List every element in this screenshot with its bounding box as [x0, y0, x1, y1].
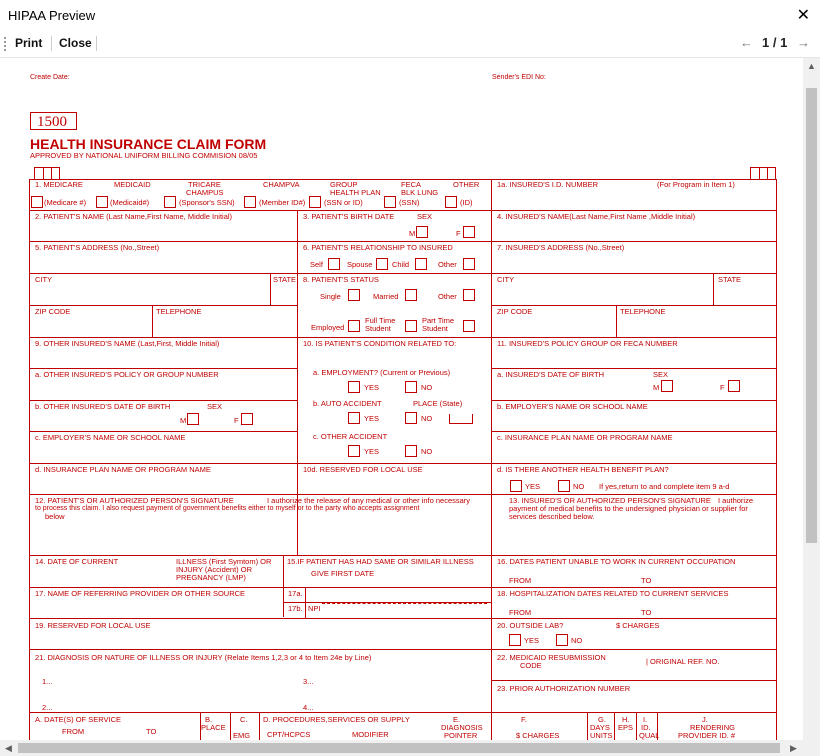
patient-telephone-label: TELEPHONE: [156, 307, 202, 316]
form-grid-line: [616, 305, 617, 337]
item2-label: 2. PATIENT'S NAME (Last Name,First Name, Middle Initial): [35, 212, 233, 221]
other-insured-sex-m-checkbox[interactable]: [187, 413, 199, 425]
medicaid-no: (Medicaid#): [110, 198, 150, 207]
ssn: (SSN): [399, 198, 420, 207]
item10b-label: b. AUTO ACCIDENT: [313, 399, 382, 408]
status-single: Single: [320, 292, 341, 301]
other-plan-yes-checkbox[interactable]: [510, 480, 522, 492]
relation-self-checkbox[interactable]: [328, 258, 340, 270]
relation-child: Child: [392, 260, 410, 269]
patient-zip-label: ZIP CODE: [35, 307, 71, 316]
item24j-label: J.: [702, 715, 708, 724]
item11d-note: If yes,return to and complete item 9 a-d: [599, 482, 730, 491]
form-grid-line: [491, 179, 492, 740]
form-grid-line: [43, 167, 44, 179]
relation-spouse-checkbox[interactable]: [376, 258, 388, 270]
form-grid-line: [29, 368, 297, 369]
header-mini-box: [750, 167, 776, 179]
form-grid-line: [29, 241, 777, 242]
medicare-no: (Medicare #): [44, 198, 87, 207]
place-state-field[interactable]: [449, 414, 473, 424]
form-grid-line: [636, 712, 637, 740]
item12-line1: I authorize the release of any medical or other info necessary: [267, 496, 471, 505]
item15-line2: GIVE FIRST DATE: [311, 569, 375, 578]
toolbar-divider: [51, 36, 52, 51]
other-accident-yes-checkbox[interactable]: [348, 445, 360, 457]
item24b-place: PLACE: [201, 723, 226, 732]
item10d-label: 10d. RESERVED FOR LOCAL USE: [303, 465, 423, 474]
item24e-diagnosis: DIAGNOSIS: [441, 723, 483, 732]
other-plan-no: NO: [573, 482, 585, 491]
outside-lab-no-checkbox[interactable]: [556, 634, 568, 646]
horizontal-scrollbar[interactable]: [0, 740, 803, 756]
status-employed: Employed: [311, 323, 345, 332]
item24i-label: I.: [643, 715, 648, 724]
item9a-label: a. OTHER INSURED'S POLICY OR GROUP NUMBER: [35, 370, 219, 379]
member-id: (Member ID#): [259, 198, 306, 207]
item24e-label: E.: [453, 715, 461, 724]
form-number-box: [30, 112, 77, 130]
form-grid-line: [297, 273, 491, 274]
item22-label: 22. MEDICAID RESUBMISSION: [497, 653, 606, 662]
outside-lab-no: NO: [571, 636, 583, 645]
item14-line1: ILLNESS (First Symtom) OR: [176, 557, 272, 566]
form-grid-line: [29, 431, 297, 432]
medicaid-checkbox[interactable]: [96, 196, 108, 208]
form-grid-line: [767, 167, 768, 179]
header-mini-box: [34, 167, 60, 179]
item1-group: GROUP: [330, 180, 358, 189]
form-grid-line: [29, 400, 297, 401]
other-plan-no-checkbox[interactable]: [558, 480, 570, 492]
item24f-label: F.: [521, 715, 527, 724]
item17-label: 17. NAME OF REFERRING PROVIDER OR OTHER SOURCE: [35, 589, 246, 598]
form-grid-line: [29, 555, 777, 556]
item1a-note: (For Program in Item 1): [657, 180, 735, 189]
item9d-label: d. INSURANCE PLAN NAME OR PROGRAM NAME: [35, 465, 211, 474]
item24j-rendering: RENDERING: [690, 723, 736, 732]
item9b-m: M: [180, 416, 187, 425]
other-checkbox[interactable]: [445, 196, 457, 208]
scroll-right-icon[interactable]: ▶: [790, 743, 797, 753]
status-other: Other: [438, 292, 457, 301]
scrollbar-corner: [803, 740, 820, 756]
item17a-label: 17a.: [288, 589, 303, 598]
item24a-to: TO: [146, 727, 157, 736]
form-grid-line: [614, 712, 615, 740]
item5-label: 5. PATIENT'S ADDRESS (No.,Street): [35, 243, 160, 252]
document-viewport[interactable]: [0, 58, 803, 740]
patient-sex-m-checkbox[interactable]: [416, 226, 428, 238]
toolbar: [0, 30, 820, 58]
item24d-modifier: MODIFIER: [352, 730, 389, 739]
status-part-time-student: Student: [422, 324, 448, 333]
item11d-label: d. IS THERE ANOTHER HEALTH BENEFIT PLAN?: [497, 465, 669, 474]
toolbar-divider: [96, 36, 97, 51]
item12-line2: to process this claim. I also request payment of government benefits either to myself or to the party who accepts assignment: [35, 505, 420, 512]
claim-form-page: [0, 58, 803, 740]
status-full-time-checkbox[interactable]: [405, 320, 417, 332]
id: (ID): [460, 198, 473, 207]
item23-label: 23. PRIOR AUTHORIZATION NUMBER: [497, 684, 631, 693]
item11a-label: a. INSURED'S DATE OF BIRTH: [497, 370, 605, 379]
item8-label: 8. PATIENT'S STATUS: [303, 275, 379, 284]
item24i-id: ID.: [641, 723, 651, 732]
form-grid-line: [491, 680, 777, 681]
close-icon[interactable]: ✕: [796, 7, 810, 24]
create-date-label: Create Date:: [30, 74, 70, 81]
auto-accident-no-checkbox[interactable]: [405, 412, 417, 424]
form-grid-line: [491, 431, 777, 432]
item24e-pointer: POINTER: [444, 731, 478, 740]
form-grid-line: [587, 712, 588, 740]
item1-feca: FECA: [401, 180, 422, 189]
item3-m: M: [409, 229, 416, 238]
form-grid-line: [29, 210, 777, 211]
item9c-label: c. EMPLOYER'S NAME OR SCHOOL NAME: [35, 433, 186, 442]
item16-from: FROM: [509, 576, 532, 585]
item11a-f: F: [720, 383, 725, 392]
form-grid-line: [259, 712, 260, 740]
item22-original-ref: | ORIGINAL REF. NO.: [646, 657, 720, 666]
insured-telephone-label: TELEPHONE: [620, 307, 666, 316]
item11c-label: c. INSURANCE PLAN NAME OR PROGRAM NAME: [497, 433, 673, 442]
item1-other: OTHER: [453, 180, 480, 189]
patient-sex-f-checkbox[interactable]: [463, 226, 475, 238]
scroll-up-icon[interactable]: ▲: [807, 61, 816, 71]
vertical-scrollbar[interactable]: [803, 58, 820, 740]
item9b-label: b. OTHER INSURED'S DATE OF BIRTH: [35, 402, 171, 411]
item12-label: 12. PATIENT'S OR AUTHORIZED PERSON'S SIGNATURE: [35, 496, 234, 505]
form-grid-line: [759, 167, 760, 179]
item20-charges: $ CHARGES: [616, 621, 660, 630]
form-grid-line: [491, 368, 777, 369]
form-grid-line: [29, 649, 777, 650]
item10-label: 10. IS PATIENT'S CONDITION RELATED TO:: [303, 339, 457, 348]
item18-to: TO: [641, 608, 652, 617]
auto-accident-yes: YES: [364, 414, 380, 423]
horizontal-scroll-thumb[interactable]: [18, 743, 780, 753]
item10a-label: a. EMPLOYMENT? (Current or Previous): [313, 368, 451, 377]
scroll-left-icon[interactable]: ◀: [5, 743, 12, 753]
item24g-label: G.: [598, 715, 606, 724]
other-insured-sex-f-checkbox[interactable]: [241, 413, 253, 425]
form-grid-line: [29, 305, 297, 306]
diagnosis-2: 2...: [42, 703, 53, 712]
item1-champva: CHAMPVA: [263, 180, 300, 189]
item12-line3: below: [45, 512, 65, 521]
status-single-checkbox[interactable]: [348, 289, 360, 301]
form-grid-line: [713, 273, 714, 305]
item11b-label: b. EMPLOYER'S NAME OR SCHOOL NAME: [497, 402, 648, 411]
item11a-sex: SEX: [653, 370, 669, 379]
item10c-label: c. OTHER ACCIDENT: [313, 432, 388, 441]
ssn-or-id: (SSN or ID): [324, 198, 363, 207]
status-full-time-student: Student: [365, 324, 391, 333]
insured-city-label: CITY: [497, 275, 515, 284]
other-plan-yes: YES: [525, 482, 541, 491]
patient-city-label: CITY: [35, 275, 53, 284]
toolbar-grip: [4, 37, 6, 51]
status-married: Married: [373, 292, 399, 301]
insured-state-label: STATE: [718, 275, 742, 284]
tricare-checkbox[interactable]: [164, 196, 176, 208]
item13-label: 13. INSURED'S OR AUTHORIZED PERSON'S SIGNATURE: [509, 496, 711, 505]
form-grid-line: [29, 337, 777, 338]
item16-to: TO: [641, 576, 652, 585]
insured-sex-m-checkbox[interactable]: [661, 380, 673, 392]
next-page-icon[interactable]: →: [797, 35, 810, 50]
item1-champus: CHAMPUS: [186, 188, 224, 197]
item19-label: 19. RESERVED FOR LOCAL USE: [35, 621, 151, 630]
item16-label: 16. DATES PATIENT UNABLE TO WORK IN CURRENT OCCUPATION: [497, 557, 736, 566]
item13-line3: services described below.: [509, 512, 595, 521]
item24a-label: A. DATE(S) OF SERVICE: [35, 715, 121, 724]
form-title: HEALTH INSURANCE CLAIM FORM: [30, 136, 267, 152]
employment-no: NO: [421, 383, 433, 392]
feca-checkbox[interactable]: [384, 196, 396, 208]
item14-line3: PREGNANCY (LMP): [176, 573, 246, 582]
form-grid-line: [283, 555, 284, 617]
item1-tricare: TRICARE: [188, 180, 221, 189]
item24b-label: B.: [205, 715, 213, 724]
item24j-provider-id: PROVIDER ID. #: [678, 731, 736, 740]
prev-page-icon[interactable]: ←: [740, 35, 753, 50]
item24d-cpt: CPT/HCPCS: [267, 730, 311, 739]
item9-label: 9. OTHER INSURED'S NAME (Last,First, Middle Initial): [35, 339, 220, 348]
npi-dashed-line: [322, 603, 487, 604]
close-button[interactable]: Close: [59, 36, 92, 50]
item13-line1: I authorize: [718, 496, 754, 505]
approved-text: APPROVED BY NATIONAL UNIFORM BILLING COMMISION 08/05: [30, 151, 258, 160]
title-bar: [0, 0, 820, 30]
champva-checkbox[interactable]: [244, 196, 256, 208]
item1-medicare: 1. MEDICARE: [35, 180, 83, 189]
item3-f: F: [456, 229, 461, 238]
item3-sex: SEX: [417, 212, 433, 221]
item15-label: 15.IF PATIENT HAS HAD SAME OR SIMILAR ILLNESS: [287, 557, 474, 566]
auto-accident-no: NO: [421, 414, 433, 423]
npi-label: NPI: [308, 604, 321, 613]
item1a-label: 1a. INSURED'S I.D. NUMBER: [497, 180, 599, 189]
print-button[interactable]: Print: [15, 36, 43, 50]
item18-label: 18. HOSPITALIZATION DATES RELATED TO CURRENT SERVICES: [497, 589, 729, 598]
item24a-from: FROM: [62, 727, 85, 736]
outside-lab-yes: YES: [524, 636, 540, 645]
form-grid-line: [230, 712, 231, 740]
form-grid-line: [29, 587, 777, 588]
auto-accident-yes-checkbox[interactable]: [348, 412, 360, 424]
relation-other: Other: [438, 260, 457, 269]
item1-blk-lung: BLK LUNG: [401, 188, 439, 197]
other-accident-no: NO: [421, 447, 433, 456]
item24d-label: D. PROCEDURES,SERVICES OR SUPPLY: [263, 715, 410, 724]
form-grid-line: [491, 273, 777, 274]
item24g-units: UNITS: [590, 731, 613, 740]
item24g-days: DAYS: [590, 723, 610, 732]
item24c-label: C.: [240, 715, 248, 724]
item4-label: 4. INSURED'S NAME(Last Name,First Name ,Middle Initial): [497, 212, 696, 221]
item14-label: 14. DATE OF CURRENT: [35, 557, 119, 566]
employment-no-checkbox[interactable]: [405, 381, 417, 393]
place-state-label: PLACE (State): [413, 399, 463, 408]
item18-from: FROM: [509, 608, 532, 617]
item7-label: 7. INSURED'S ADDRESS (No.,Street): [497, 243, 625, 252]
item14-line2: INJURY (Accident) OR: [176, 565, 252, 574]
item6-label: 6. PATIENT'S RELATIONSHIP TO INSURED: [303, 243, 453, 252]
item24i-qual: QUAL: [639, 731, 660, 740]
group-checkbox[interactable]: [309, 196, 321, 208]
item20-label: 20. OUTSIDE LAB?: [497, 621, 564, 630]
status-full-time: Full Time: [365, 316, 396, 325]
insured-zip-label: ZIP CODE: [497, 307, 533, 316]
diagnosis-4: 4...: [303, 703, 314, 712]
item1-medicaid: MEDICAID: [114, 180, 151, 189]
form-grid-line: [491, 305, 777, 306]
status-employed-checkbox[interactable]: [348, 320, 360, 332]
form-grid-line: [29, 273, 297, 274]
sender-edi-label: Sender's EDI No:: [492, 74, 546, 81]
window-title: HIPAA Preview: [8, 8, 96, 23]
relation-self: Self: [310, 260, 323, 269]
employment-yes: YES: [364, 383, 380, 392]
item3-label: 3. PATIENT'S BIRTH DATE: [303, 212, 395, 221]
item1-health-plan: HEALTH PLAN: [330, 188, 381, 197]
diagnosis-1: 1...: [42, 677, 53, 686]
other-accident-yes: YES: [364, 447, 380, 456]
form-grid-line: [29, 618, 777, 619]
status-part-time: Part Time: [422, 316, 455, 325]
item22-code: CODE: [520, 661, 542, 670]
form-grid-line: [270, 273, 271, 305]
item24c-emg: EMG: [233, 731, 251, 740]
medicare-checkbox[interactable]: [31, 196, 43, 208]
diagnosis-3: 3...: [303, 677, 314, 686]
item11-label: 11. INSURED'S POLICY GROUP OR FECA NUMBER: [497, 339, 678, 348]
form-grid-line: [29, 712, 777, 713]
employment-yes-checkbox[interactable]: [348, 381, 360, 393]
item24h-label: H.: [622, 715, 630, 724]
item17b-label: 17b.: [288, 604, 303, 613]
sponsor-ssn: (Sponsor's SSN): [179, 198, 235, 207]
item9b-sex: SEX: [207, 402, 223, 411]
form-grid-line: [51, 167, 52, 179]
item24f-charges: $ CHARGES: [516, 731, 560, 740]
status-other-checkbox[interactable]: [463, 289, 475, 301]
item9b-f: F: [234, 416, 239, 425]
item21-label: 21. DIAGNOSIS OR NATURE OF ILLNESS OR INJURY (Relate Items 1,2,3 or 4 to Item 24e by Line): [35, 653, 372, 662]
status-part-time-checkbox[interactable]: [463, 320, 475, 332]
relation-child-checkbox[interactable]: [415, 258, 427, 270]
item13-line2: payment of medical benefits to the undersigned physician or supplier for: [509, 504, 748, 513]
status-married-checkbox[interactable]: [405, 289, 417, 301]
form-number: 1500: [37, 114, 67, 130]
item11a-m: M: [653, 383, 660, 392]
relation-other-checkbox[interactable]: [463, 258, 475, 270]
form-grid-line: [29, 179, 30, 740]
other-accident-no-checkbox[interactable]: [405, 445, 417, 457]
form-grid-line: [491, 400, 777, 401]
form-grid-line: [776, 179, 777, 740]
outside-lab-yes-checkbox[interactable]: [509, 634, 521, 646]
vertical-scroll-thumb[interactable]: [806, 88, 817, 543]
page-indicator: 1 / 1: [762, 35, 788, 50]
insured-sex-f-checkbox[interactable]: [728, 380, 740, 392]
relation-spouse: Spouse: [347, 260, 373, 269]
form-grid-line: [152, 305, 153, 337]
item24h-eps: EPS: [618, 723, 634, 732]
patient-state-label: STATE: [273, 275, 297, 284]
form-grid-line: [29, 494, 777, 495]
form-grid-line: [29, 463, 777, 464]
